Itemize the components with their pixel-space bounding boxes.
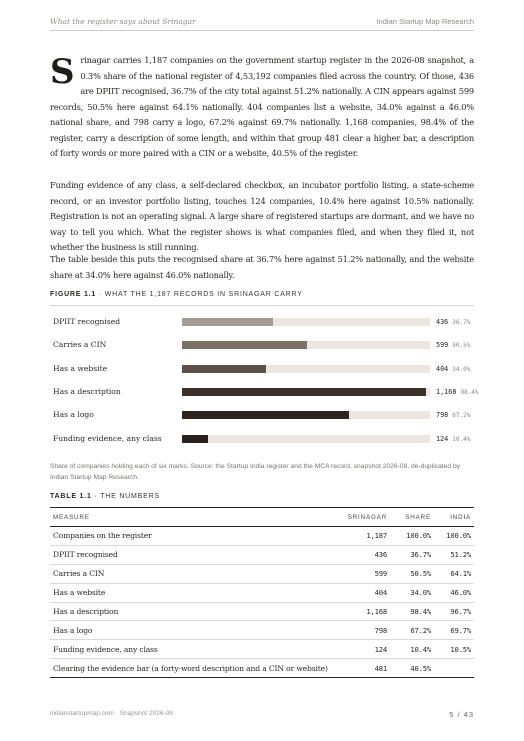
bar-share: 34.0%	[452, 365, 471, 373]
bar-category-label: Funding evidence, any class	[53, 433, 162, 443]
bar-row	[50, 315, 474, 329]
bar-count: 599	[436, 341, 449, 350]
cell-srinagar: 1,168	[344, 602, 390, 621]
table-number: TABLE 1.1	[50, 493, 92, 500]
bar-row	[50, 362, 474, 376]
figure-title: WHAT THE 1,187 RECORDS IN SRINAGAR CARRY	[104, 291, 303, 298]
bar-share: 36.7%	[452, 319, 471, 326]
cell-srinagar: 124	[344, 640, 390, 659]
bar-value-label	[436, 385, 479, 400]
cell-measure: Funding evidence, any class	[50, 640, 344, 659]
bar-track	[182, 318, 430, 326]
cell-share: 50.5%	[390, 564, 434, 583]
column-header-share: SHARE	[405, 513, 431, 521]
cell-srinagar: 599	[344, 564, 390, 583]
bar-value-label	[436, 362, 470, 377]
table-title: THE NUMBERS	[100, 493, 160, 500]
cell-india: 51.2%	[434, 545, 474, 564]
bar	[182, 341, 307, 349]
intro-paragraph	[50, 53, 474, 162]
cell-share: 10.4%	[390, 640, 434, 659]
bar-category-label: Has a description	[53, 386, 121, 396]
bar	[182, 435, 208, 443]
header-divider	[50, 30, 474, 31]
figure-number: FIGURE 1.1	[50, 291, 97, 298]
funding-paragraph: Funding evidence of any class, a self-declared checkbox, an incubator portfolio listing, a state-scheme record, or an investor portfolio listing, touches 124 companies, 10.4% here against 10.5% nationally. Registration is not an operating signal. A large share of registered startups are dormant, and we have no way to tell you which. What the register shows is what companies filed, and when they filed it, not whether the business is still running.	[50, 180, 474, 252]
bar-row	[50, 338, 474, 352]
bar-value-label	[436, 432, 470, 447]
bar-track	[182, 411, 430, 419]
table-row	[50, 621, 474, 640]
cell-measure: Carries a CIN	[50, 564, 344, 583]
cell-measure: Clearing the evidence bar (a forty-word description and a CIN or website)	[50, 659, 344, 678]
table-label: TABLE 1.1 · THE NUMBERS	[50, 493, 160, 500]
table-row	[50, 640, 474, 659]
bar-value-label	[436, 408, 470, 423]
table-row	[50, 545, 474, 564]
cell-india: 46.0%	[434, 583, 474, 602]
cell-measure: Has a logo	[50, 621, 344, 640]
cell-srinagar: 1,187	[344, 527, 390, 546]
cell-share: 40.5%	[390, 659, 434, 678]
footer-source: indianstartupmap.com · Snapshot 2026-08	[50, 710, 173, 717]
bar-count: 124	[436, 434, 449, 443]
figure-label: FIGURE 1.1 · WHAT THE 1,187 RECORDS IN SRINAGAR CARRY	[50, 291, 303, 298]
bar	[182, 318, 273, 326]
cell-srinagar: 798	[344, 621, 390, 640]
drop-cap: S	[50, 52, 75, 92]
column-header-measure: MEASURE	[53, 513, 90, 521]
cell-india: 10.5%	[434, 640, 474, 659]
table-reference-paragraph: The table beside this puts the recognised share at 36.7% here against 51.2% nationally, and the website share at 34.0% here against 46.0% nationally.	[50, 254, 474, 280]
cell-measure: Companies on the register	[50, 527, 344, 546]
cell-share: 100.0%	[390, 527, 434, 546]
bar-count: 1,168	[436, 387, 457, 396]
page-footer	[50, 710, 474, 719]
bar-share: 10.4%	[452, 435, 471, 443]
bar-row	[50, 432, 474, 446]
cell-india: 100.0%	[434, 527, 474, 546]
bar-track	[182, 435, 430, 443]
cell-measure: Has a website	[50, 583, 344, 602]
cell-srinagar: 436	[344, 545, 390, 564]
bar-count: 436	[436, 318, 449, 326]
column-header-srinagar: SRINAGAR	[347, 513, 387, 521]
bar-track	[182, 388, 430, 396]
bar-count: 404	[436, 364, 449, 373]
figure-divider	[50, 305, 474, 306]
table-row	[50, 527, 474, 546]
bar-category-label: Has a logo	[53, 410, 94, 420]
cell-india: 69.7%	[434, 621, 474, 640]
bar-category-label: Has a website	[53, 363, 108, 373]
bar-count: 798	[436, 411, 449, 420]
bar-value-label	[436, 315, 470, 330]
bar	[182, 411, 349, 419]
bar	[182, 365, 266, 373]
cell-india: 96.7%	[434, 602, 474, 621]
section-title: What the register says about Srinagar	[50, 16, 196, 26]
cell-india: 64.1%	[434, 564, 474, 583]
page-number: 5 / 43	[449, 710, 474, 719]
numbers-table	[50, 507, 474, 678]
cell-srinagar: 481	[344, 659, 390, 678]
bar-row	[50, 385, 479, 399]
cell-measure: DPIIT recognised	[50, 545, 344, 564]
table-row	[50, 564, 474, 583]
bar-track	[182, 365, 430, 373]
column-header-india: INDIA	[450, 513, 471, 521]
table-row	[50, 583, 474, 602]
table-row	[50, 602, 474, 621]
running-header	[50, 14, 474, 28]
table-row	[50, 659, 474, 678]
bar-share: 50.5%	[452, 342, 471, 350]
cell-share: 34.0%	[390, 583, 434, 602]
table-header-row	[50, 508, 474, 527]
cell-measure: Has a description	[50, 602, 344, 621]
cell-share: 67.2%	[390, 621, 434, 640]
bar-row	[50, 408, 474, 422]
bar	[182, 388, 426, 396]
bar-share: 67.2%	[452, 412, 471, 420]
bar-value-label	[436, 338, 470, 353]
bar-category-label: Carries a CIN	[53, 340, 107, 350]
cell-srinagar: 404	[344, 583, 390, 602]
cell-share: 36.7%	[390, 545, 434, 564]
publication-name: Indian Startup Map Research	[376, 16, 474, 26]
bar-share: 98.4%	[460, 388, 479, 396]
bar-category-label: DPIIT recognised	[53, 317, 121, 326]
figure-caption: Share of companies holding each of six marks. Source: the Startup India register and the MCA record, snapshot 2026-08, de-duplicated by Indian Startup Map Research.	[50, 463, 461, 481]
cell-share: 98.4%	[390, 602, 434, 621]
bar-track	[182, 341, 430, 349]
cell-india	[434, 659, 474, 678]
intro-paragraph-text: rinagar carries 1,187 companies on the government startup register in the 2026-08 snapshot, a 0.3% share of the national register of 4,53,192 companies filed across the country. Of those, 436 are DPIIT recognised, 36.7% of the city total against 51.2% nationally. A CIN appears against 599 records, 50.5% here against 64.1% nationally. 404 companies list a website, 34.0% against a 46.0% national share, and 798 carry a logo, 67.2% against 69.7% nationally. 1,168 companies, 98.4% of the register, carry a description of some length, and within that group 481 clear a higher bar, a description of forty words or more paired with a CIN or a website, 40.5% of the register.	[50, 55, 474, 158]
